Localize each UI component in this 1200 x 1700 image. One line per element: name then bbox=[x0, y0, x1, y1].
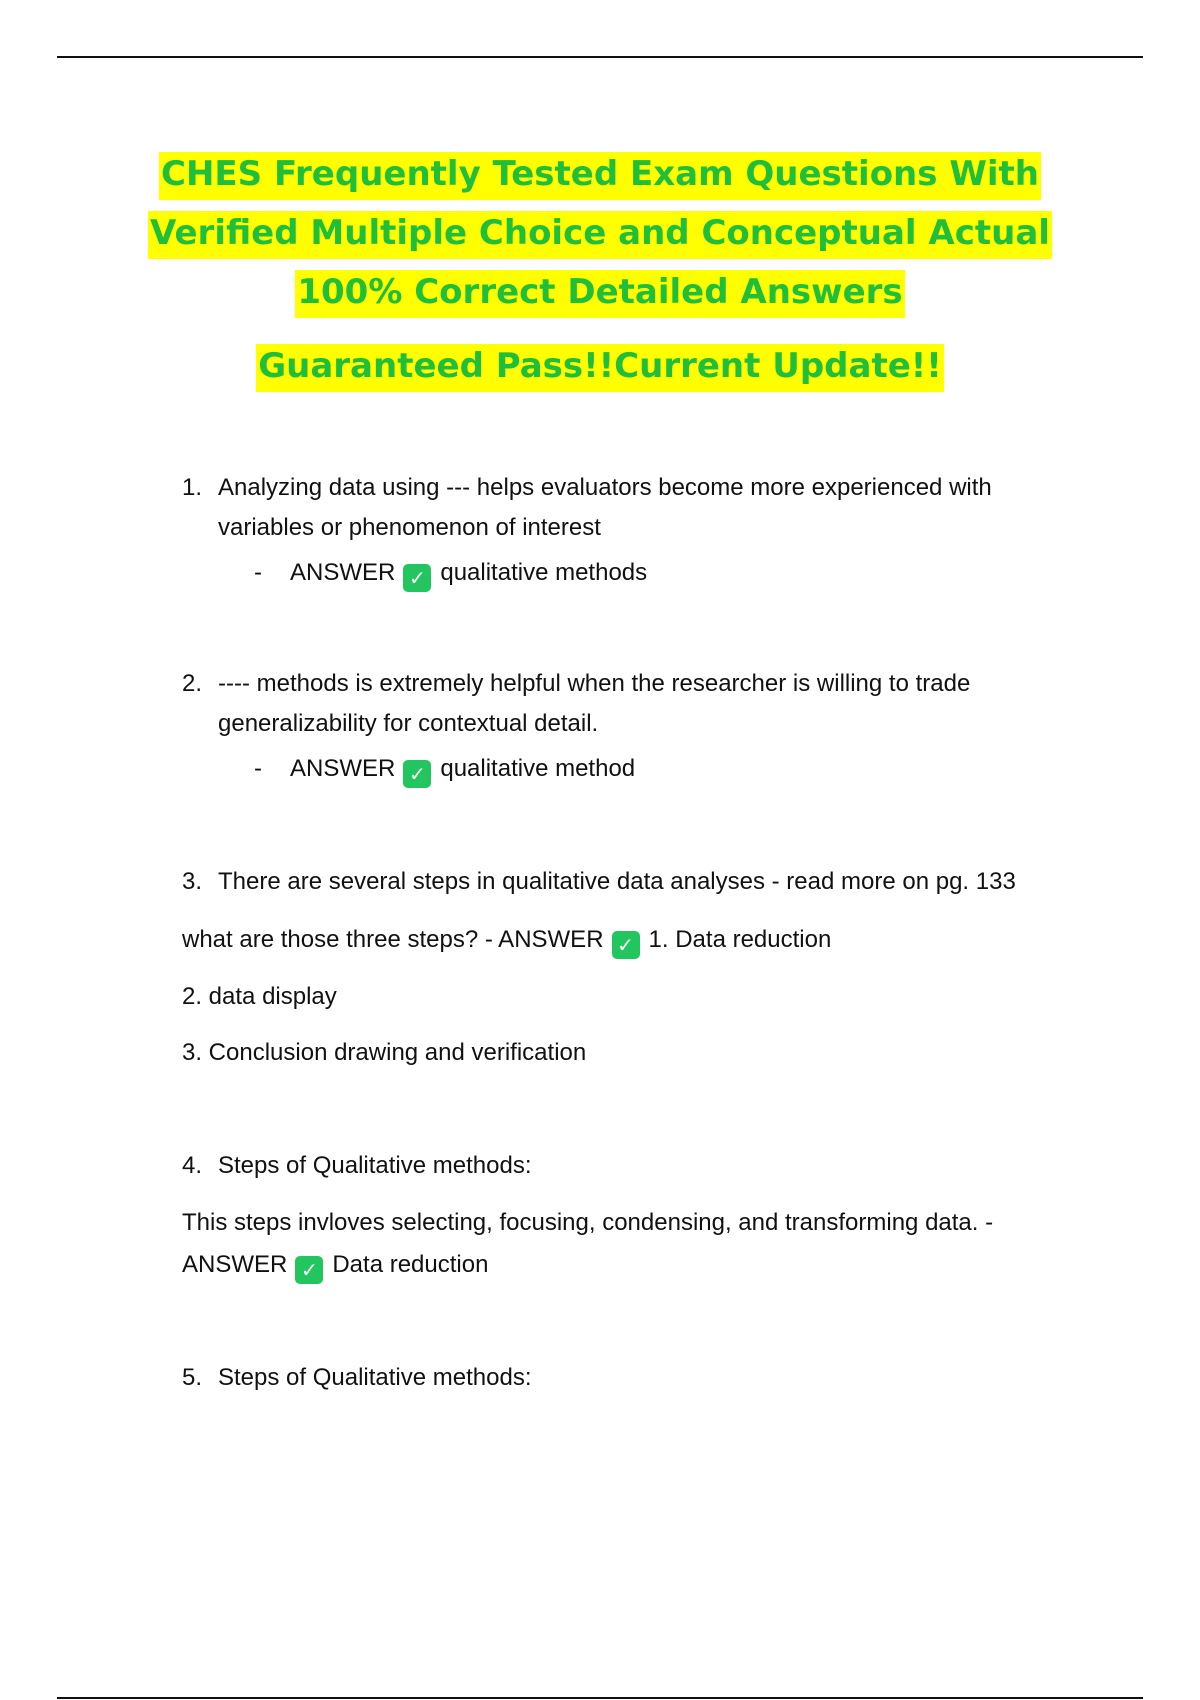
answer-label: ANSWER bbox=[290, 755, 396, 782]
question-2 bbox=[182, 664, 1082, 744]
title-line-4: Guaranteed Pass!!Current Update!! bbox=[256, 344, 944, 392]
bottom-rule bbox=[57, 1697, 1143, 1699]
answer-dash: - bbox=[254, 755, 262, 782]
question-4-body bbox=[182, 1202, 1082, 1286]
question-number: 2. bbox=[182, 670, 203, 697]
question-3-step-3: 3. Conclusion drawing and verification bbox=[182, 1039, 587, 1066]
question-number: 5. bbox=[182, 1364, 203, 1391]
check-icon: ✓ bbox=[403, 760, 431, 788]
question-4 bbox=[182, 1146, 1082, 1186]
question-text: There are several steps in qualitative data analyses - read more on pg. 133 bbox=[218, 868, 1016, 895]
question-3-step-2: 2. data display bbox=[182, 983, 337, 1010]
question-1 bbox=[182, 468, 1082, 548]
check-icon: ✓ bbox=[295, 1256, 323, 1284]
question-text: Steps of Qualitative methods: bbox=[218, 1152, 532, 1179]
title-line-1: CHES Frequently Tested Exam Questions With bbox=[159, 152, 1041, 200]
answer-dash: - bbox=[254, 559, 262, 586]
question-number: 3. bbox=[182, 868, 203, 895]
answer-text: 1. Data reduction bbox=[648, 926, 832, 953]
question-4-description: This steps invloves selecting, focusing, condensing, and transforming data. - bbox=[182, 1209, 994, 1236]
answer-text: qualitative method bbox=[440, 755, 636, 782]
question-number: 4. bbox=[182, 1152, 203, 1179]
title-line-2: Verified Multiple Choice and Conceptual Actual bbox=[148, 211, 1052, 259]
document-title bbox=[0, 145, 1200, 396]
question-number: 1. bbox=[182, 474, 203, 501]
check-icon: ✓ bbox=[612, 931, 640, 959]
answer-2 bbox=[254, 749, 635, 789]
question-text: Analyzing data using --- helps evaluators become more experienced with variables or phenomenon of interest bbox=[218, 474, 992, 541]
answer-text: qualitative methods bbox=[440, 559, 648, 586]
title-line-3: 100% Correct Detailed Answers bbox=[295, 270, 904, 318]
question-3-answer-line bbox=[182, 920, 831, 960]
top-rule bbox=[57, 56, 1143, 58]
question-3-prompt: what are those three steps? - ANSWER bbox=[182, 926, 604, 953]
answer-1 bbox=[254, 553, 647, 593]
question-text: Steps of Qualitative methods: bbox=[218, 1364, 532, 1391]
question-text: ---- methods is extremely helpful when the researcher is willing to trade generalizability for contextual detail. bbox=[218, 670, 971, 737]
check-icon: ✓ bbox=[403, 564, 431, 592]
answer-label: ANSWER bbox=[290, 559, 396, 586]
question-3 bbox=[182, 862, 1082, 902]
answer-text: Data reduction bbox=[332, 1251, 489, 1278]
question-5 bbox=[182, 1358, 1082, 1398]
answer-label: ANSWER bbox=[182, 1251, 288, 1278]
